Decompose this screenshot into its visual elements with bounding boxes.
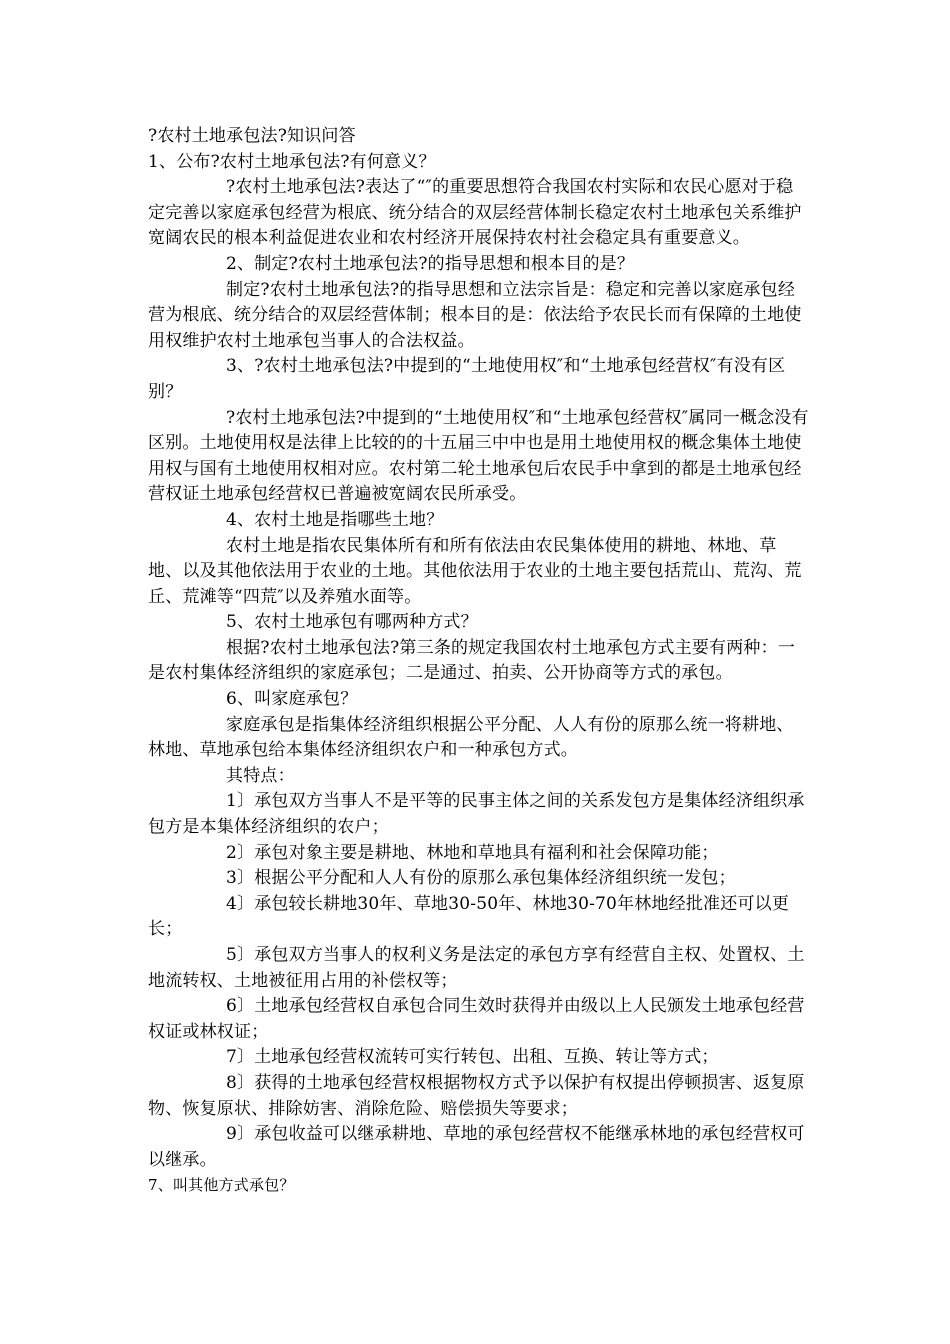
- feature-item: 2〕承包对象主要是耕地、林地和草地具有福利和社会保障功能；: [226, 842, 719, 863]
- question-heading: 4、农村土地是指哪些土地？: [226, 509, 444, 530]
- feature-item: 5〕承包双方当事人的权利义务是法定的承包方享有经营自主权、处置权、土地流转权、土地被征用占用的补偿权等；: [148, 945, 805, 991]
- feature-item: 4〕承包较长耕地30年、草地30-50年、林地30-70年林地经批准还可以更长；: [148, 893, 790, 940]
- feature-item: 6〕土地承包经营权自承包合同生效时获得并由级以上人民颁发土地承包经营权证或林权证；: [148, 996, 805, 1042]
- answer-paragraph: 农村土地是指农民集体所有和所有依法由农民集体使用的耕地、林地、草地、以及其他依法用于农业的土地。其他依法用于农业的土地主要包括荒山、荒沟、荒丘、荒滩等“四荒″以及养殖水面等。: [148, 535, 802, 607]
- feature-item: 其特点：: [226, 765, 295, 786]
- question-heading: 5、农村土地承包有哪两种方式？: [226, 612, 478, 633]
- feature-item: 3〕根据公平分配和人人有份的原那么承包集体经济组织统一发包；: [226, 868, 736, 889]
- question-heading: 3、?农村土地承包法?中提到的“土地使用权″和“土地承包经营权″有没有区别？: [148, 356, 786, 402]
- feature-item: 8〕获得的土地承包经营权根据物权方式予以保护有权提出停顿损害、返复原物、恢复原状、排除妨害、消除危险、赔偿损失等要求；: [148, 1072, 805, 1119]
- question-heading: 2、制定?农村土地承包法?的指导思想和根本目的是？: [226, 253, 635, 274]
- document-body: [148, 124, 810, 1199]
- question-heading: 1、公布?农村土地承包法?有何意义？: [148, 151, 436, 172]
- paragraph-list: [148, 150, 810, 1199]
- answer-paragraph: 家庭承包是指集体经济组织根据公平分配、人人有份的原那么统一将耕地、林地、草地承包给本集体经济组织农户和一种承包方式。: [148, 714, 794, 761]
- question-heading: 7、叫其他方式承包？: [148, 1176, 295, 1195]
- answer-paragraph: ?农村土地承包法?中提到的“土地使用权″和“土地承包经营权″属同一概念没有区别。土地使用权是法律上比较的的十五届三中中也是用土地使用权的概念集体土地使用权与国有土地使用权相对应。农村第二轮土地承包后农民手中拿到的都是土地承包经营权证土地承包经营权已普遍被宽阔农民所承受。: [148, 407, 809, 505]
- answer-paragraph: 制定?农村土地承包法?的指导思想和立法宗旨是：稳定和完善以家庭承包经营为根底、统分结合的双层经营体制；根本目的是：依法给予农民长而有保障的土地使用权维护农村土地承包当事人的合法权益。: [148, 279, 802, 351]
- answer-paragraph: 根据?农村土地承包法?第三条的规定我国农村土地承包方式主要有两种：一是农村集体经济组织的家庭承包；二是通过、拍卖、公开协商等方式的承包。: [148, 637, 796, 684]
- feature-item: 7〕土地承包经营权流转可实行转包、出租、互换、转让等方式；: [226, 1047, 719, 1068]
- document-title: ?农村土地承包法?知识问答: [148, 126, 356, 146]
- answer-paragraph: ?农村土地承包法?表达了“″的重要思想符合我国农村实际和农民心愿对于稳定完善以家庭承包经营为根底、统分结合的双层经营体制长稳定农村土地承包关系维护宽阔农民的根本利益促进农业和农村经济开展保持农村社会稳定具有重要意义。: [148, 177, 802, 249]
- question-heading: 6、叫家庭承包？: [226, 689, 358, 710]
- feature-item: 1〕承包双方当事人不是平等的民事主体之间的关系发包方是集体经济组织承包方是本集体经济组织的农户；: [148, 791, 805, 838]
- feature-item: 9〕承包收益可以继承耕地、草地的承包经营权不能继承林地的承包经营权可以继承。: [148, 1124, 805, 1170]
